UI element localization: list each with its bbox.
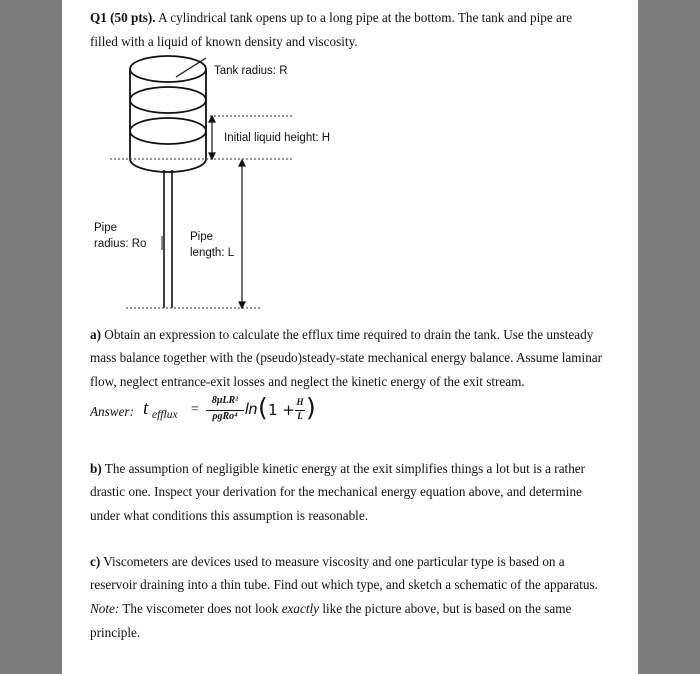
part-c-label: c) [90,554,101,569]
tank-pipe-diagram [0,0,700,320]
equals-sign: = [191,402,199,417]
part-b-text-1: The assumption of negligible kinetic energy at the exit simplifies things a lot but is a rather [101,461,586,476]
answer-label: Answer: [90,404,134,419]
part-c-line-2: reservoir draining into a thin tube. Find out which type, and sketch a schematic of the apparatus. [90,577,598,592]
part-c-line-3 [90,601,571,617]
part-c-line-1 [90,554,565,570]
part-a-text-1: Obtain an expression to calculate the efflux time required to drain the tank. Use the unsteady [101,327,594,342]
pipe [164,170,172,308]
one-plus-text: 1 + [268,401,295,419]
tank-cylinder [130,56,206,172]
tank-radius-label: Tank radius: R [214,65,288,77]
liquid-height-dimension [209,116,215,159]
pipe-length-label-2: length: L [190,247,235,259]
fraction-numerator: 8μLR² [211,395,239,406]
fraction-denominator: ρgRo⁴ [212,411,238,422]
h-numerator: H [296,397,304,407]
pipe-radius-label-2: radius: Ro [94,238,147,250]
part-b-label: b) [90,461,102,476]
part-b-line-3: under what conditions this assumption is reasonable. [90,508,368,523]
ln-text: ln [245,401,258,418]
part-b-line-2: drastic one. Inspect your derivation for the mechanical energy equation above, and determine [90,484,582,499]
part-a-label: a) [90,327,101,342]
part-c-text-3a: The viscometer does not look [119,601,282,616]
t-subscript: efflux [152,409,178,421]
part-c-line-4: principle. [90,625,141,640]
paren-open: ( [258,393,268,422]
pipe-length-dimension [239,160,245,308]
part-a-line-2: mass balance together with the (pseudo)steady-state mechanical energy balance. Assume laminar [90,350,603,365]
tank-radius-pointer [176,58,206,77]
question-text-1: A cylindrical tank opens up to a long pipe at the bottom. The tank and pipe are [155,10,573,25]
part-a-line-1 [90,327,593,343]
part-c-emphasis: exactly [281,601,320,616]
part-a-line-3: flow, neglect entrance-exit losses and neglect the kinetic energy of the exit stream. [90,374,525,389]
part-b-line-1 [90,461,585,477]
pipe-radius-label-1: Pipe [94,222,118,234]
part-c-text-3b: like the picture above, but is based on the same [319,601,572,616]
paren-close: ) [306,393,316,422]
l-denominator: L [297,411,303,421]
pipe-length-label-1: Pipe [190,231,214,243]
note-label: Note: [90,601,120,616]
question-line-2: filled with a liquid of known density and viscosity. [90,34,358,49]
liquid-height-label: Initial liquid height: H [224,132,331,144]
question-label: Q1 (50 pts). [90,10,156,25]
part-c-text-1: Viscometers are devices used to measure viscosity and one particular type is based on a [100,554,565,569]
dotted-reference-lines [110,116,292,308]
t-symbol: t [143,398,149,419]
